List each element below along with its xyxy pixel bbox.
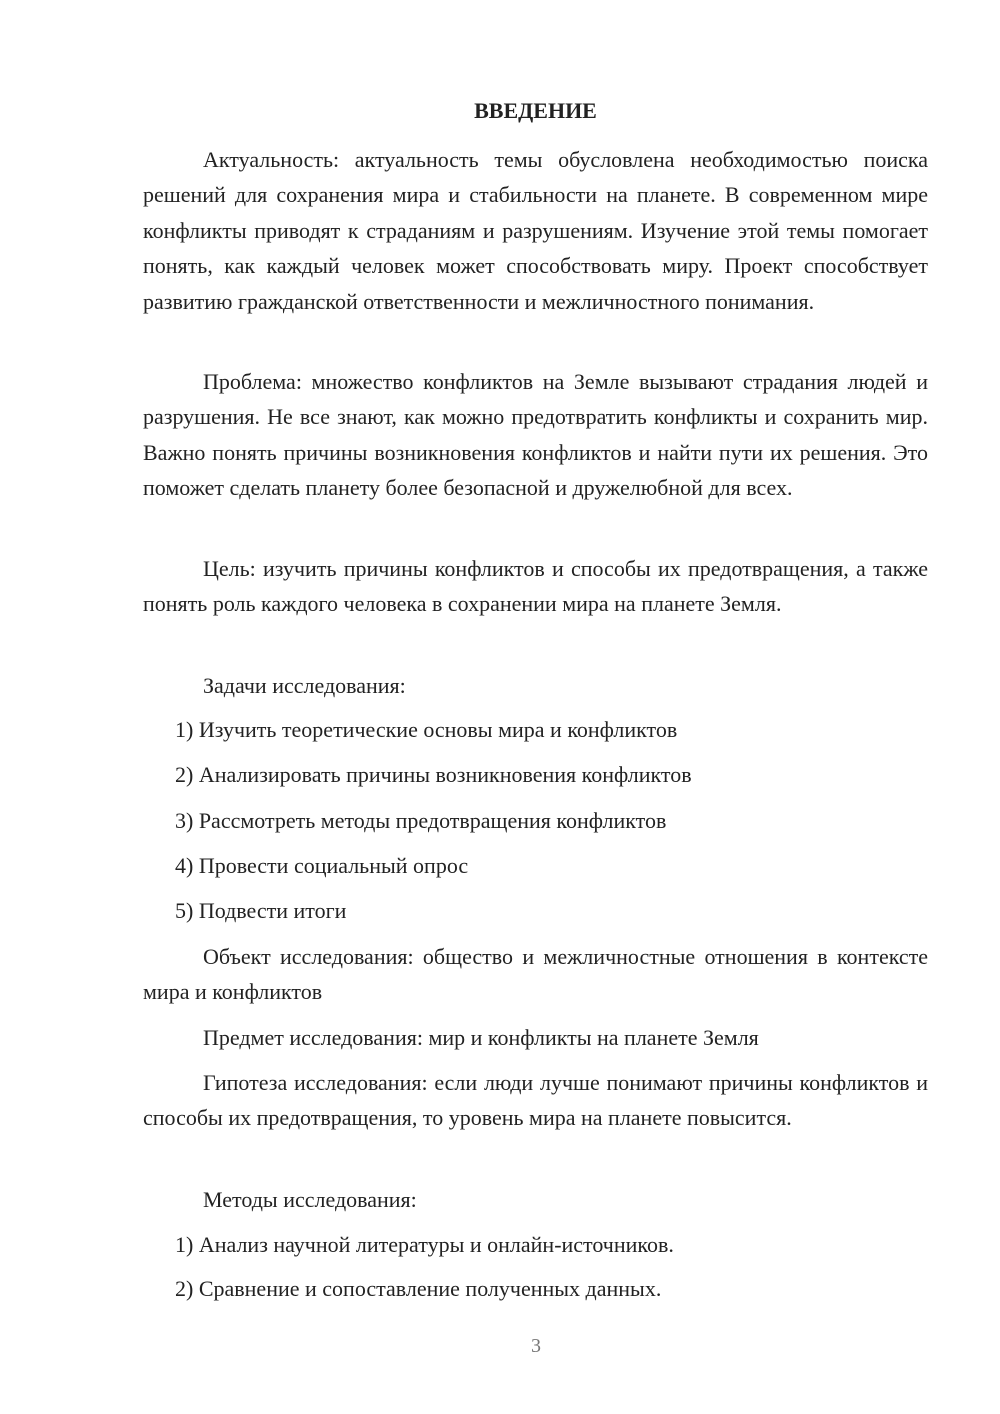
paragraph-hypothesis: Гипотеза исследования: если люди лучше понимают причины конфликтов и способы их предотвращения, то уровень мира на планете повысится. [143,1070,928,1131]
paragraph-goal: Цель: изучить причины конфликтов и способы их предотвращения, а также понять роль каждого человека в сохранении мира на планете Земля. [143,556,928,617]
task-item: 2) Анализировать причины возникновения конфликтов [175,762,692,787]
paragraph-problem: Проблема: множество конфликтов на Земле вызывают страдания людей и разрушения. Не все знают, как можно предотвратить конфликты и сохранить мир. Важно понять причины возникновения конфликтов и найти пути их решения. Это поможет сделать планету более безопасной и дружелюбной для всех. [143,369,928,501]
section-heading: ВВЕДЕНИЕ [474,98,597,123]
task-item: 3) Рассмотреть методы предотвращения конфликтов [175,808,667,833]
paragraph-object: Объект исследования: общество и межличностные отношения в контексте мира и конфликтов [143,944,928,1005]
method-item: 1) Анализ научной литературы и онлайн-источников. [175,1232,674,1257]
method-item: 2) Сравнение и сопоставление полученных данных. [175,1276,662,1301]
paragraph-relevance: Актуальность: актуальность темы обусловлена необходимостью поиска решений для сохранения мира и стабильности на планете. В современном мире конфликты приводят к страданиям и разрушениям. Изучение этой темы помогает понять, как каждый человек может способствовать миру. Проект способствует развитию гражданской ответственности и межличностного понимания. [143,147,928,314]
task-item: 5) Подвести итоги [175,898,347,923]
task-item: 4) Провести социальный опрос [175,853,469,878]
paragraph-subject: Предмет исследования: мир и конфликты на планете Земля [203,1025,759,1050]
tasks-title: Задачи исследования: [203,673,406,698]
task-item: 1) Изучить теоретические основы мира и конфликтов [175,717,678,742]
methods-title: Методы исследования: [203,1187,417,1212]
page-number: 3 [531,1335,541,1357]
